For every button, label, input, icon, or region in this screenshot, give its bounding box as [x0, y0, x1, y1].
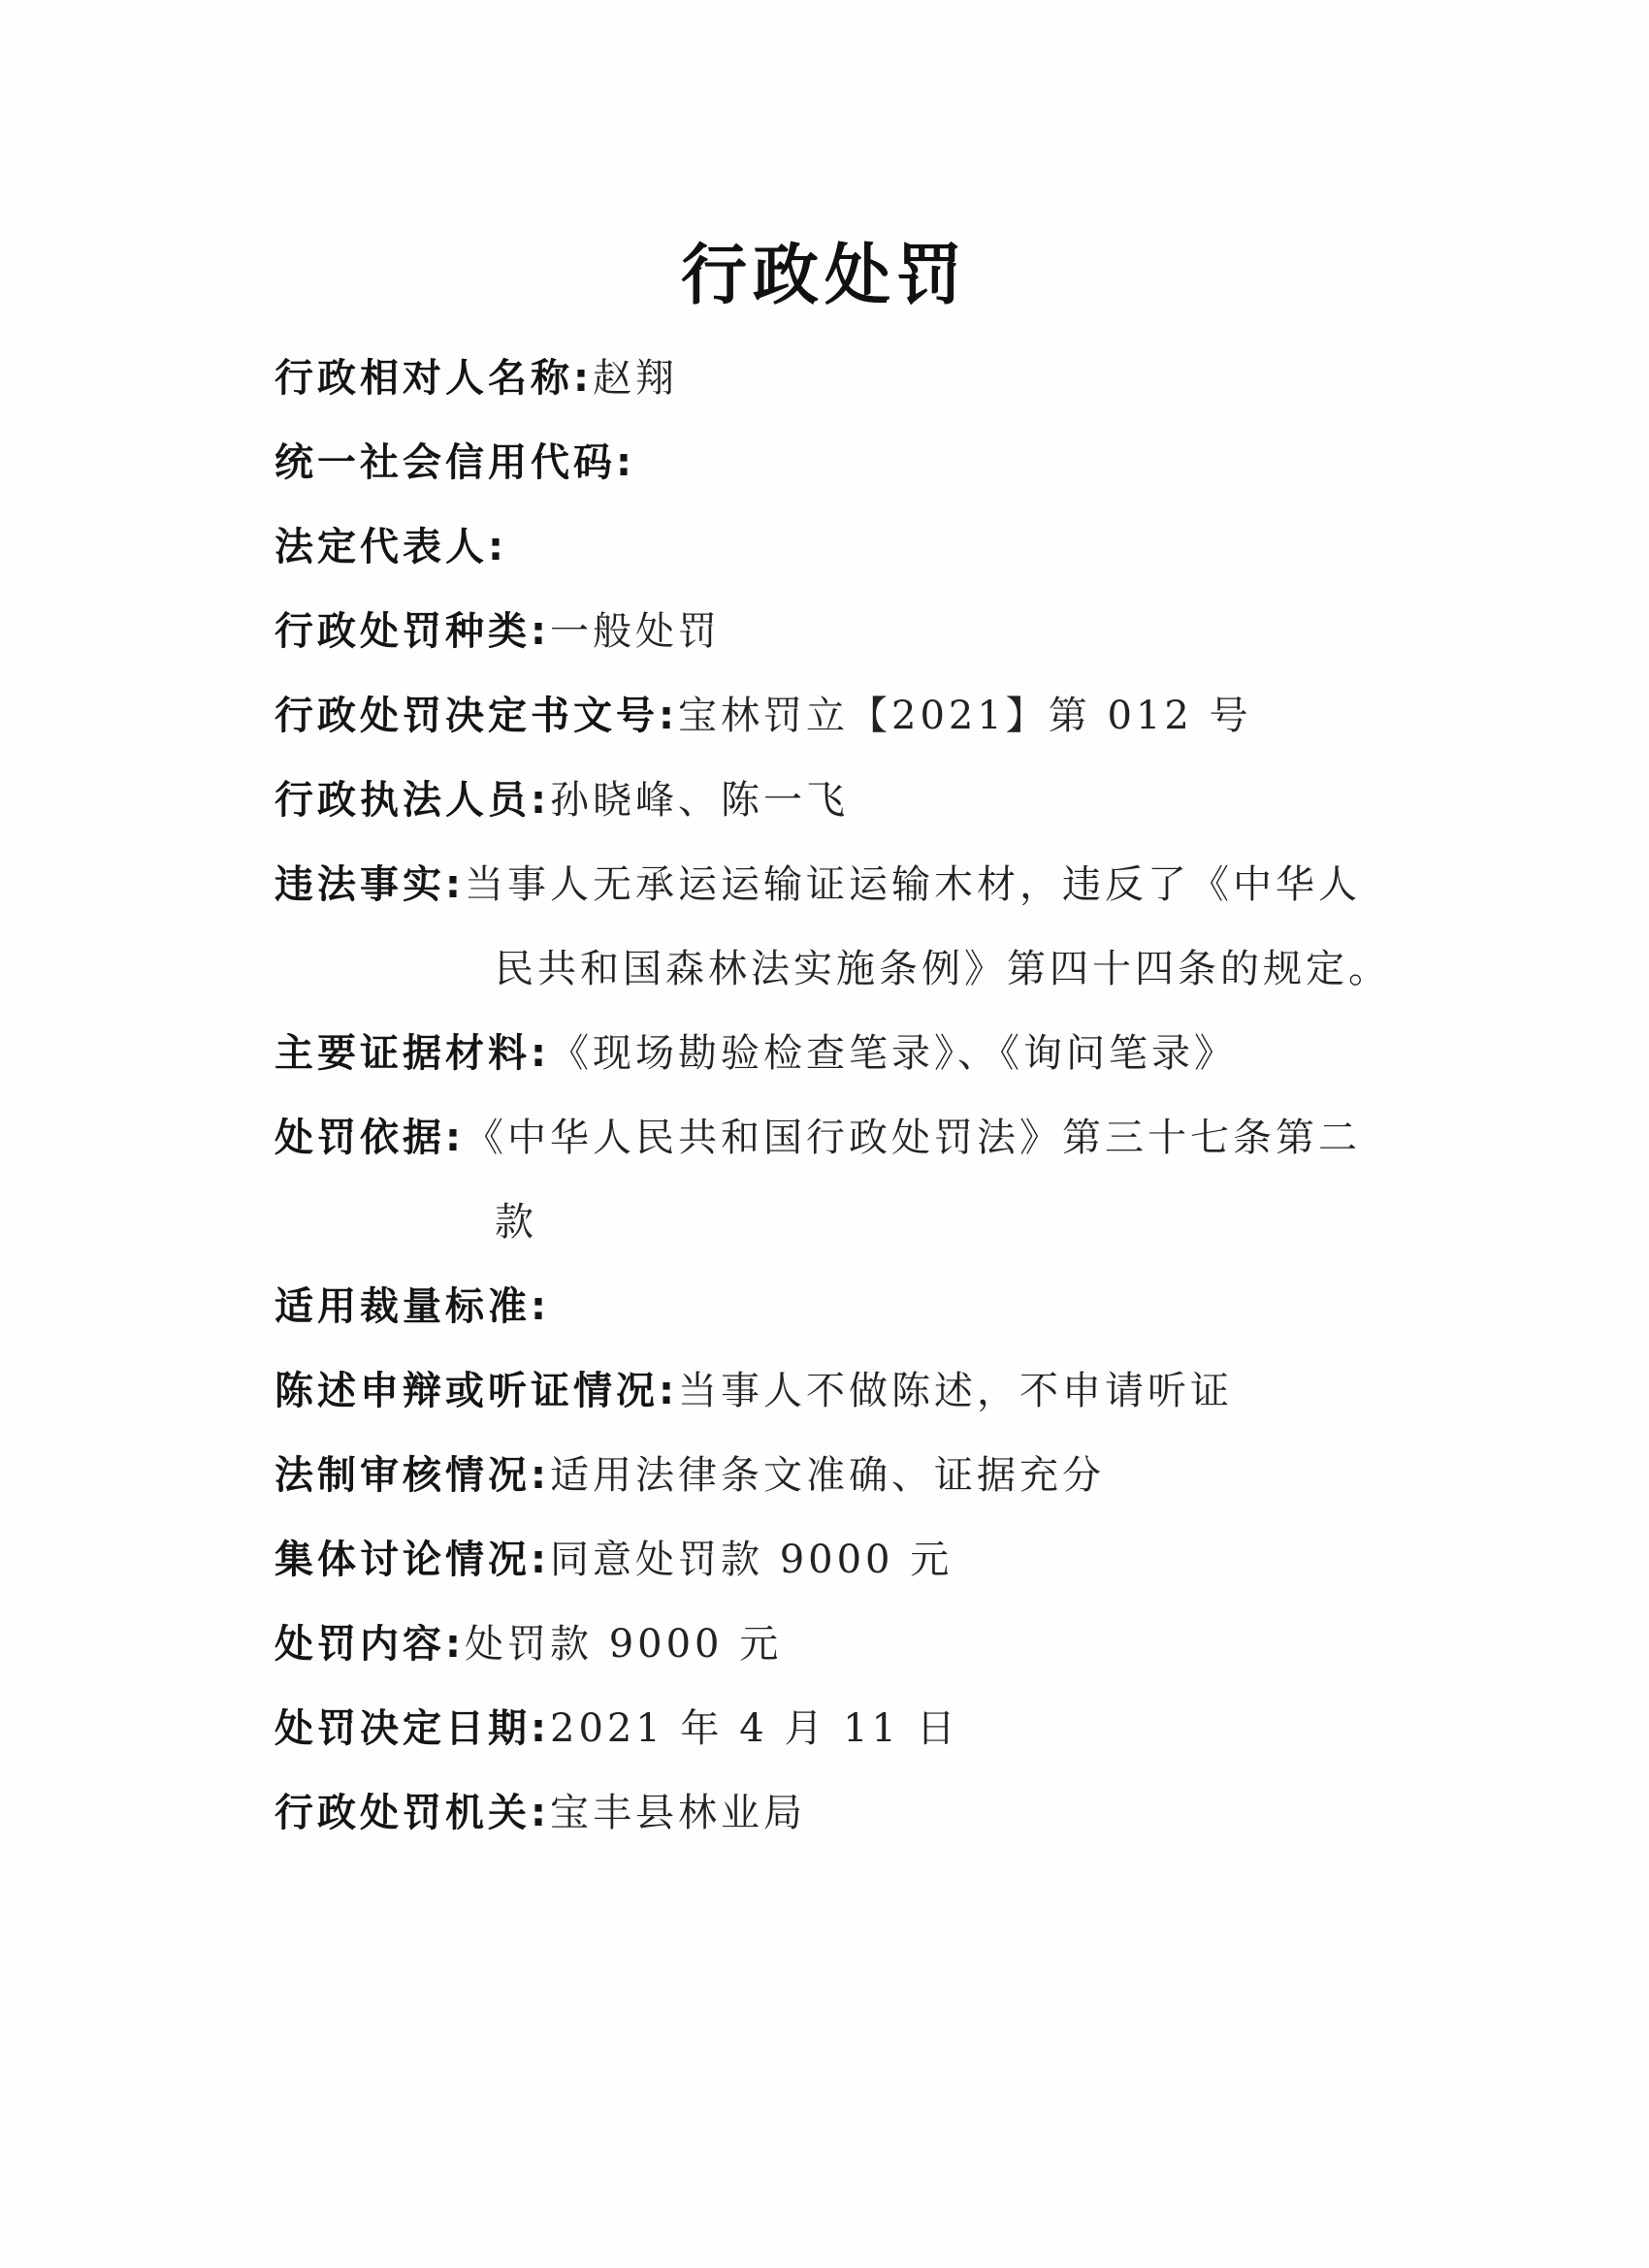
field-evidence	[275, 1012, 1419, 1096]
field-label: 处罚依据:	[275, 1116, 465, 1160]
field-facts-continuation: 民共和国森林法实施条例》第四十四条的规定。	[495, 947, 1391, 991]
field-value: 宝林罚立【2021】第 012 号	[678, 694, 1252, 738]
field-label: 统一社会信用代码:	[275, 440, 635, 485]
field-group-discussion	[275, 1518, 1419, 1603]
field-label: 处罚决定日期:	[275, 1706, 550, 1751]
field-discretion	[275, 1265, 1419, 1349]
field-basis	[275, 1096, 1419, 1181]
field-value: 宝丰县林业局	[550, 1791, 806, 1835]
field-label: 违法事实:	[275, 862, 465, 907]
field-value: 《中华人民共和国行政处罚法》第三十七条第二	[465, 1116, 1361, 1160]
field-authority	[275, 1771, 1419, 1856]
field-label: 行政处罚机关:	[275, 1791, 550, 1835]
field-label: 行政相对人名称:	[275, 356, 593, 401]
field-credit-code	[275, 421, 1419, 505]
field-value: 2021 年 4 月 11 日	[550, 1706, 959, 1751]
field-value: 适用法律条文准确、证据充分	[550, 1453, 1105, 1498]
field-hearing	[275, 1349, 1419, 1434]
field-decision-no	[275, 674, 1419, 759]
field-label: 主要证据材料:	[275, 1031, 550, 1076]
field-content	[275, 1603, 1419, 1687]
field-label: 法定代表人:	[275, 525, 507, 569]
field-value: 《现场勘验检查笔录》、《询问笔录》	[550, 1031, 1237, 1076]
field-value: 同意处罚款 9000 元	[550, 1538, 954, 1582]
field-label: 行政处罚决定书文号:	[275, 694, 678, 738]
field-value: 当事人不做陈述，不申请听证	[678, 1369, 1233, 1413]
field-value: 孙晓峰、陈一飞	[550, 778, 849, 823]
field-legal-review	[275, 1434, 1419, 1518]
field-value: 处罚款 9000 元	[465, 1622, 783, 1667]
field-penalty-type	[275, 590, 1419, 674]
field-label: 行政执法人员:	[275, 778, 550, 823]
field-value: 当事人无承运运输证运输木材，违反了《中华人	[465, 862, 1361, 907]
field-label: 陈述申辩或听证情况:	[275, 1369, 678, 1413]
field-label: 适用裁量标准:	[275, 1284, 550, 1329]
field-value: 一般处罚	[550, 609, 721, 654]
field-basis-continuation: 款	[495, 1200, 537, 1245]
field-legal-rep	[275, 505, 1419, 590]
page-title: 行政处罚	[680, 238, 968, 314]
field-date	[275, 1687, 1419, 1771]
field-label: 集体讨论情况:	[275, 1538, 550, 1582]
field-officers	[275, 759, 1419, 843]
field-label: 处罚内容:	[275, 1622, 465, 1667]
field-facts	[275, 843, 1419, 927]
field-label: 法制审核情况:	[275, 1453, 550, 1498]
field-label: 行政处罚种类:	[275, 609, 550, 654]
field-value: 赵翔	[593, 356, 678, 401]
field-party-name	[275, 337, 1419, 421]
